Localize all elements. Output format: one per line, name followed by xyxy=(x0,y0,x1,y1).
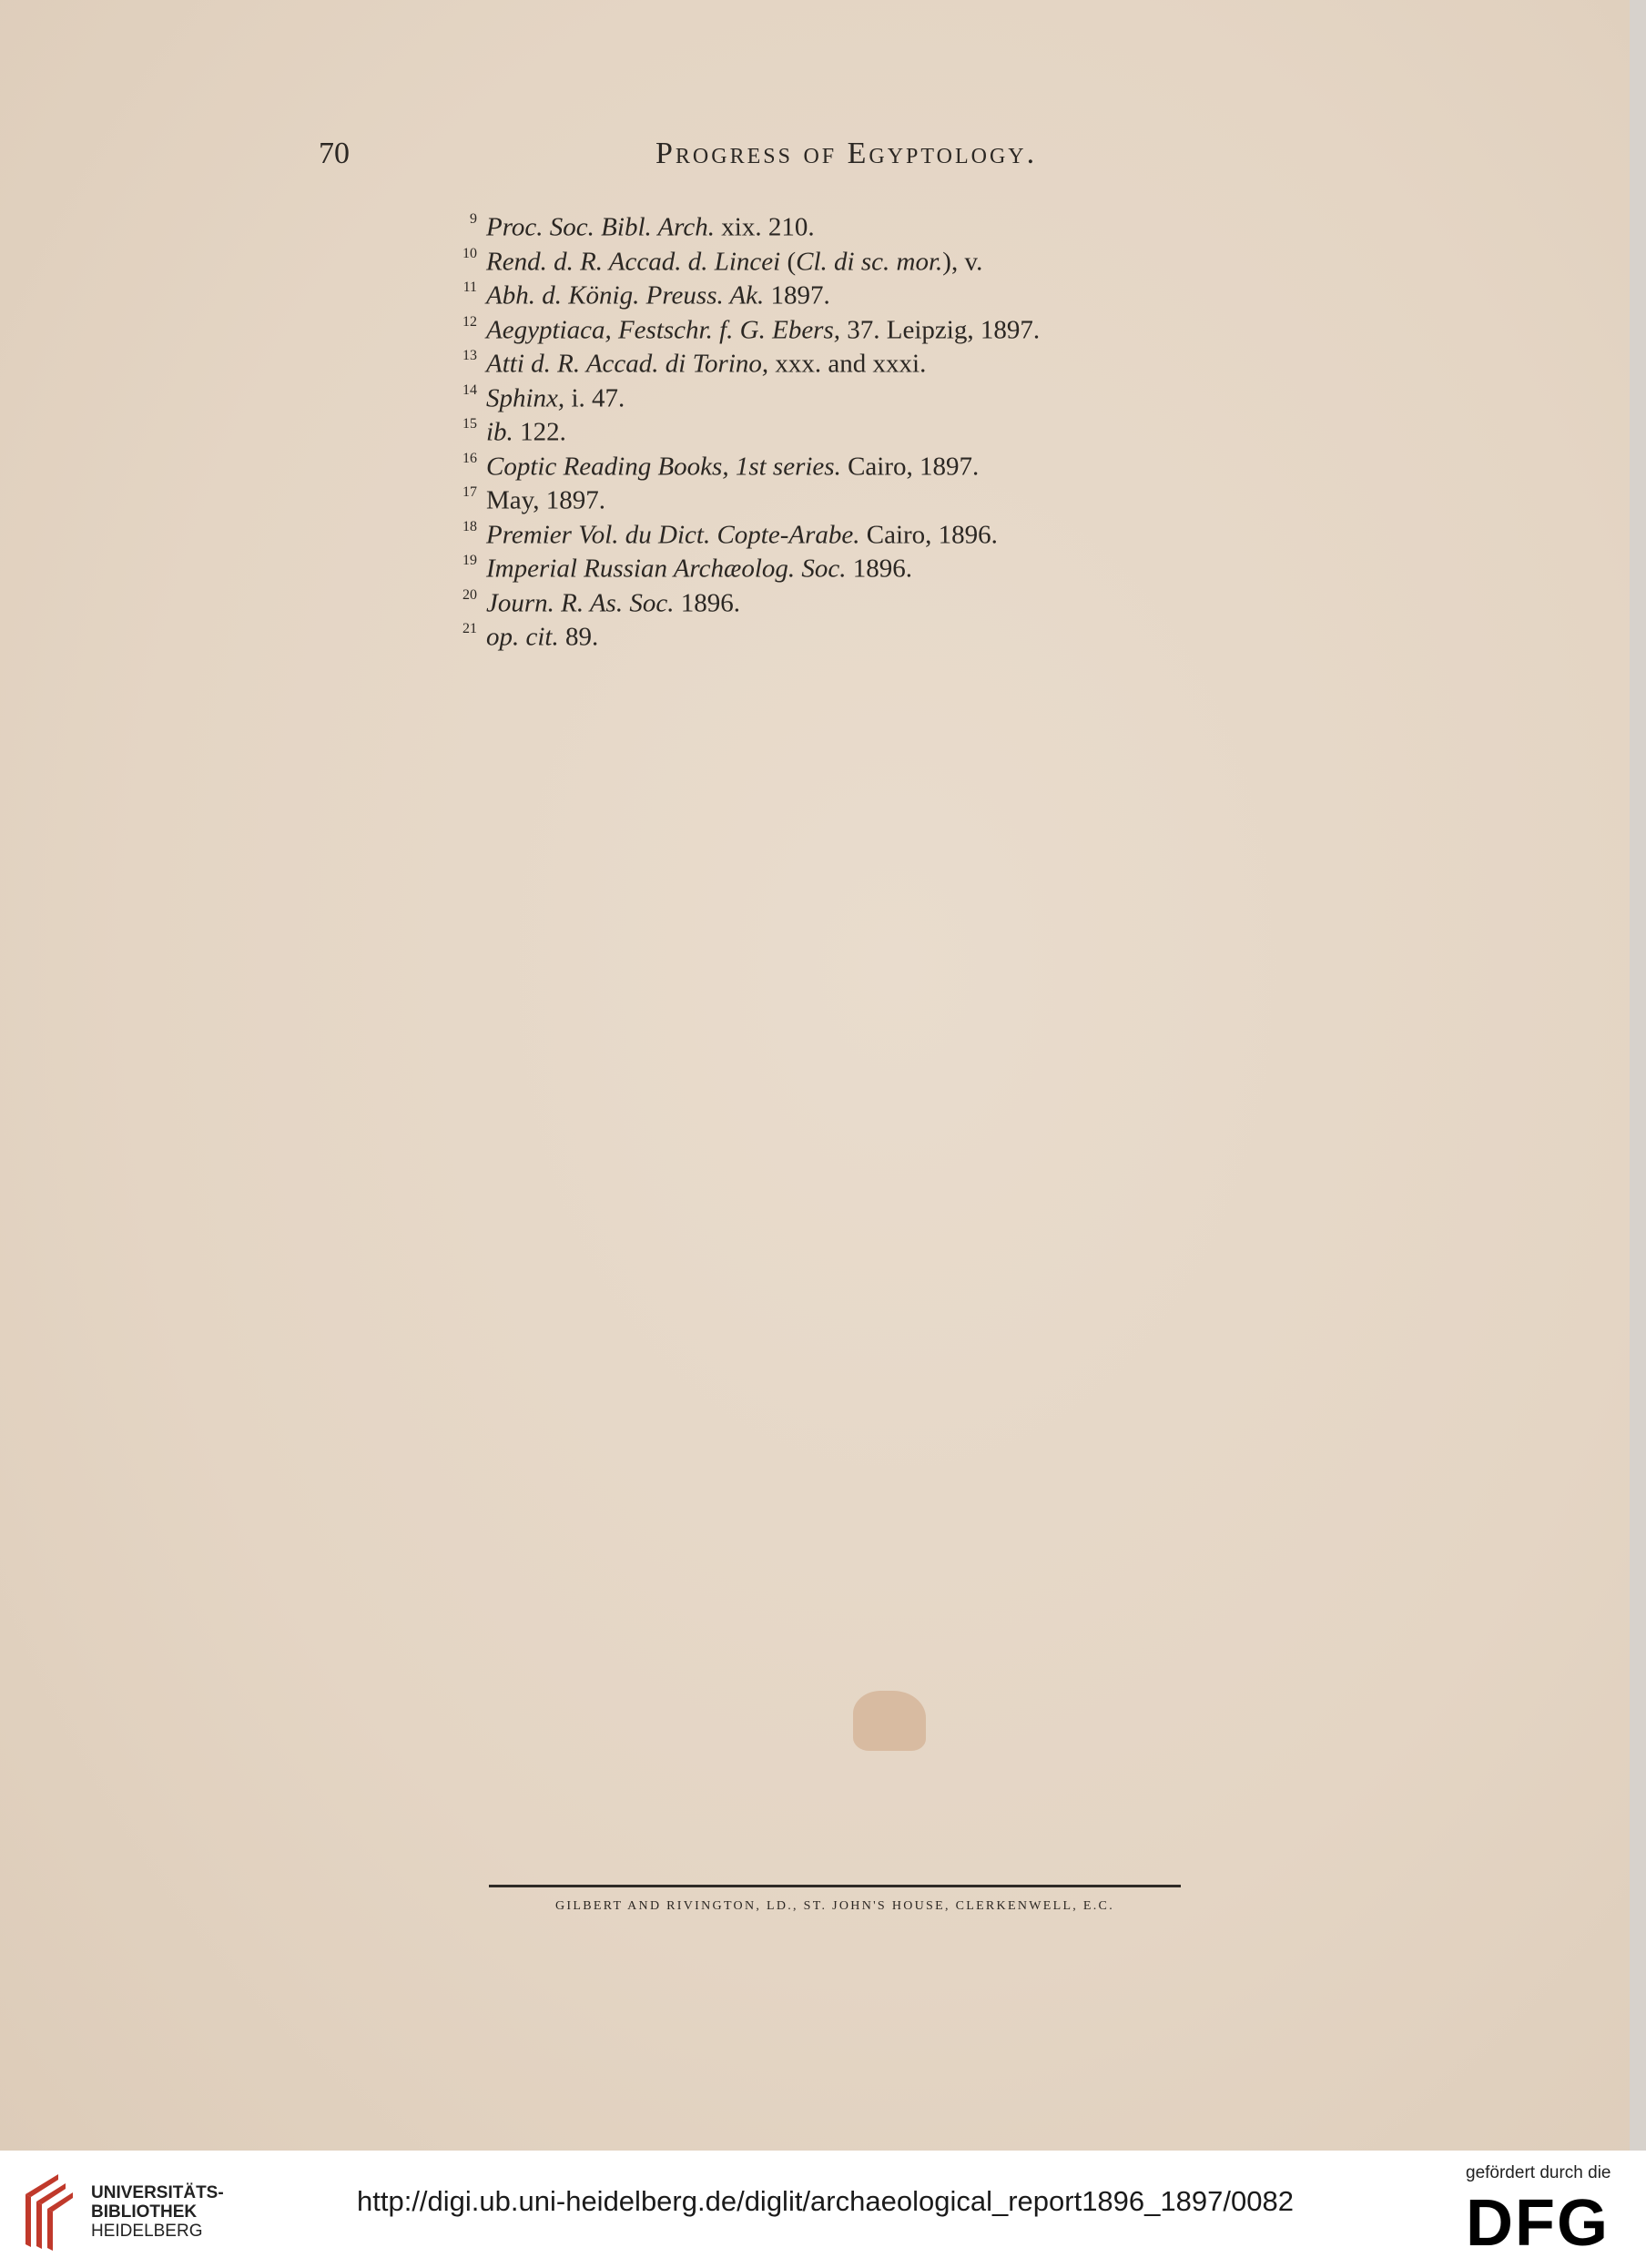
footnote-text: Atti d. R. Accad. di Torino, xyxy=(486,349,769,379)
footnote xyxy=(457,615,1185,652)
paper-stain xyxy=(853,1691,926,1751)
footnote-text: Journ. R. As. Soc. xyxy=(486,588,675,618)
footnote-text: Coptic Reading Books, 1st series. xyxy=(486,452,841,482)
footnote-text: i. 47. xyxy=(564,383,625,413)
library-name xyxy=(91,2183,224,2241)
page-header xyxy=(319,137,1038,182)
footnote-number: 20 xyxy=(462,586,477,603)
library-line-1: UNIVERSITÄTS- xyxy=(91,2183,224,2202)
scan-edge xyxy=(1630,0,1646,2151)
footnote-text: ), v. xyxy=(942,247,983,277)
footnote-text: Abh. d. König. Preuss. Ak. xyxy=(486,280,765,310)
footnote-text: ib. xyxy=(486,417,513,447)
footnote-number: 19 xyxy=(462,553,477,568)
dfg-logo: DFG xyxy=(1466,2187,1610,2260)
footnote-list xyxy=(457,205,1185,652)
footnote-number: 16 xyxy=(462,450,477,466)
footnote xyxy=(457,239,1185,277)
footnote-number: 13 xyxy=(462,348,477,363)
source-url[interactable]: http://digi.ub.uni-heidelberg.de/diglit/archaeological_report1896_1897/0082 xyxy=(357,2185,1294,2217)
footnote-text: Imperial Russian Archæolog. Soc. xyxy=(486,554,847,584)
footnote-text: May, 1897. xyxy=(486,485,606,515)
footnote-text: 37. Leipzig, 1897. xyxy=(840,315,1041,345)
footnote xyxy=(457,376,1185,411)
footnote xyxy=(457,205,1185,242)
footnote xyxy=(457,444,1185,482)
printer-imprint: GILBERT AND RIVINGTON, LD., ST. JOHN'S HOUSE, CLERKENWELL, E.C. xyxy=(554,1899,1114,1913)
footnote xyxy=(457,341,1185,379)
page-number: 70 xyxy=(319,137,350,170)
footnote-text: 1897. xyxy=(764,280,830,310)
footnote-number: 10 xyxy=(462,245,477,261)
digitization-footer xyxy=(0,2151,1646,2268)
footnote-text: xix. 210. xyxy=(715,212,815,242)
footnote-number: 21 xyxy=(462,621,477,636)
footnote-text: xxx. and xxxi. xyxy=(768,349,927,379)
running-title: Progress of Egyptology. xyxy=(655,137,1038,170)
footnote xyxy=(457,410,1185,447)
footnote-text: Premier Vol. du Dict. Copte-Arabe. xyxy=(486,520,860,550)
footnote-number: 15 xyxy=(462,416,477,432)
footnote-text: Aegyptiaca, Festschr. f. G. Ebers, xyxy=(486,315,841,345)
book-spine-logo-icon xyxy=(16,2167,78,2253)
footnote-text: 122. xyxy=(513,417,566,447)
footnote-text: Rend. d. R. Accad. d. Lincei xyxy=(486,247,781,277)
footnote xyxy=(457,581,1185,618)
footnote-number: 12 xyxy=(462,313,477,330)
footnote-number: 14 xyxy=(462,381,477,398)
footnote-number: 11 xyxy=(462,280,477,295)
footnote-text: 1896. xyxy=(846,554,913,584)
footnote xyxy=(457,478,1185,513)
footnote-text: Cl. di sc. mor. xyxy=(796,247,943,277)
footnote-text: ( xyxy=(780,247,797,277)
footnote-number: 9 xyxy=(470,211,477,227)
footnote-number: 18 xyxy=(462,518,477,534)
library-line-3: HEIDELBERG xyxy=(91,2222,203,2241)
footnote-text: 1896. xyxy=(674,588,740,618)
footnote-text: 89. xyxy=(558,622,599,652)
footnote xyxy=(457,308,1185,345)
footnote-number: 17 xyxy=(462,484,477,500)
footnote-text: Cairo, 1897. xyxy=(840,452,980,482)
footnote xyxy=(457,273,1185,308)
footnote-text: Sphinx, xyxy=(486,383,565,413)
footnote-text: Proc. Soc. Bibl. Arch. xyxy=(486,212,716,242)
funded-by-label: gefördert durch die xyxy=(1466,2163,1611,2182)
footnote-text: Cairo, 1896. xyxy=(859,520,998,550)
footnote xyxy=(457,513,1185,550)
footnote xyxy=(457,546,1185,584)
footnote-text: op. cit. xyxy=(486,622,559,652)
library-line-2: BIBLIOTHEK xyxy=(91,2202,198,2222)
imprint-rule xyxy=(489,1885,1181,1887)
